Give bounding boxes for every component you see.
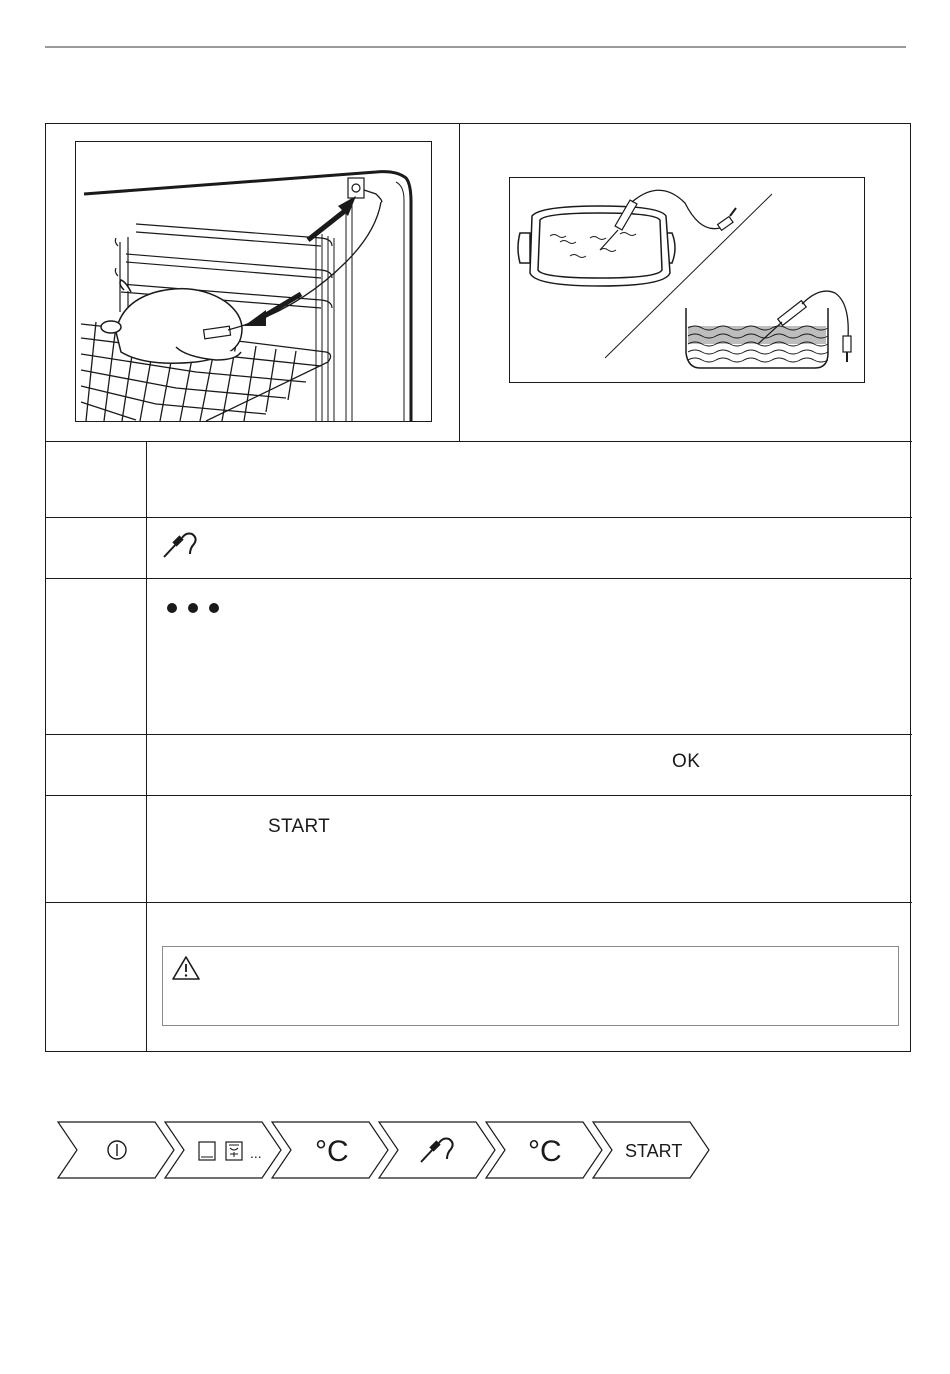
probe-placement-illustration (509, 177, 865, 383)
start-key-label: START (625, 1141, 683, 1161)
illustration-divider (459, 124, 460, 441)
step-number-cell (46, 518, 147, 578)
step-number-cell (46, 735, 147, 795)
header-rule (45, 46, 906, 48)
step-text-cell (162, 735, 898, 795)
ok-key-label: OK (672, 751, 701, 772)
table-row (46, 735, 912, 796)
flow-step-label: ... (250, 1145, 262, 1161)
step-text-cell (162, 579, 898, 734)
temperature-icon: °C (528, 1135, 562, 1168)
warning-box (162, 946, 899, 1026)
table-row (46, 442, 912, 518)
three-dots-icon (166, 601, 226, 615)
table-row (46, 796, 912, 903)
step-text-cell (162, 796, 898, 902)
step-text-cell (162, 518, 898, 578)
step-text-cell (162, 442, 898, 517)
flow-step-core-sensor (379, 1122, 495, 1178)
core-temperature-sensor-icon (162, 532, 202, 560)
start-key-label: START (268, 816, 331, 837)
step-number-cell (46, 579, 147, 734)
flow-step-temperature (486, 1122, 602, 1178)
instruction-table (45, 123, 911, 1052)
flow-step-start (593, 1122, 709, 1178)
flow-step-heating-function (165, 1122, 281, 1178)
step-number-cell (46, 796, 147, 902)
step-number-cell (46, 442, 147, 517)
flow-step-power (58, 1122, 174, 1178)
table-row (46, 903, 912, 1051)
oven-probe-illustration (75, 141, 432, 422)
table-row (46, 518, 912, 579)
step-text-cell (46, 903, 912, 1051)
flow-step-temperature (272, 1122, 388, 1178)
temperature-icon: °C (315, 1135, 349, 1168)
warning-triangle-icon (171, 955, 201, 981)
illustration-row (46, 124, 912, 442)
step-flow-diagram (57, 1121, 717, 1179)
table-row (46, 579, 912, 735)
